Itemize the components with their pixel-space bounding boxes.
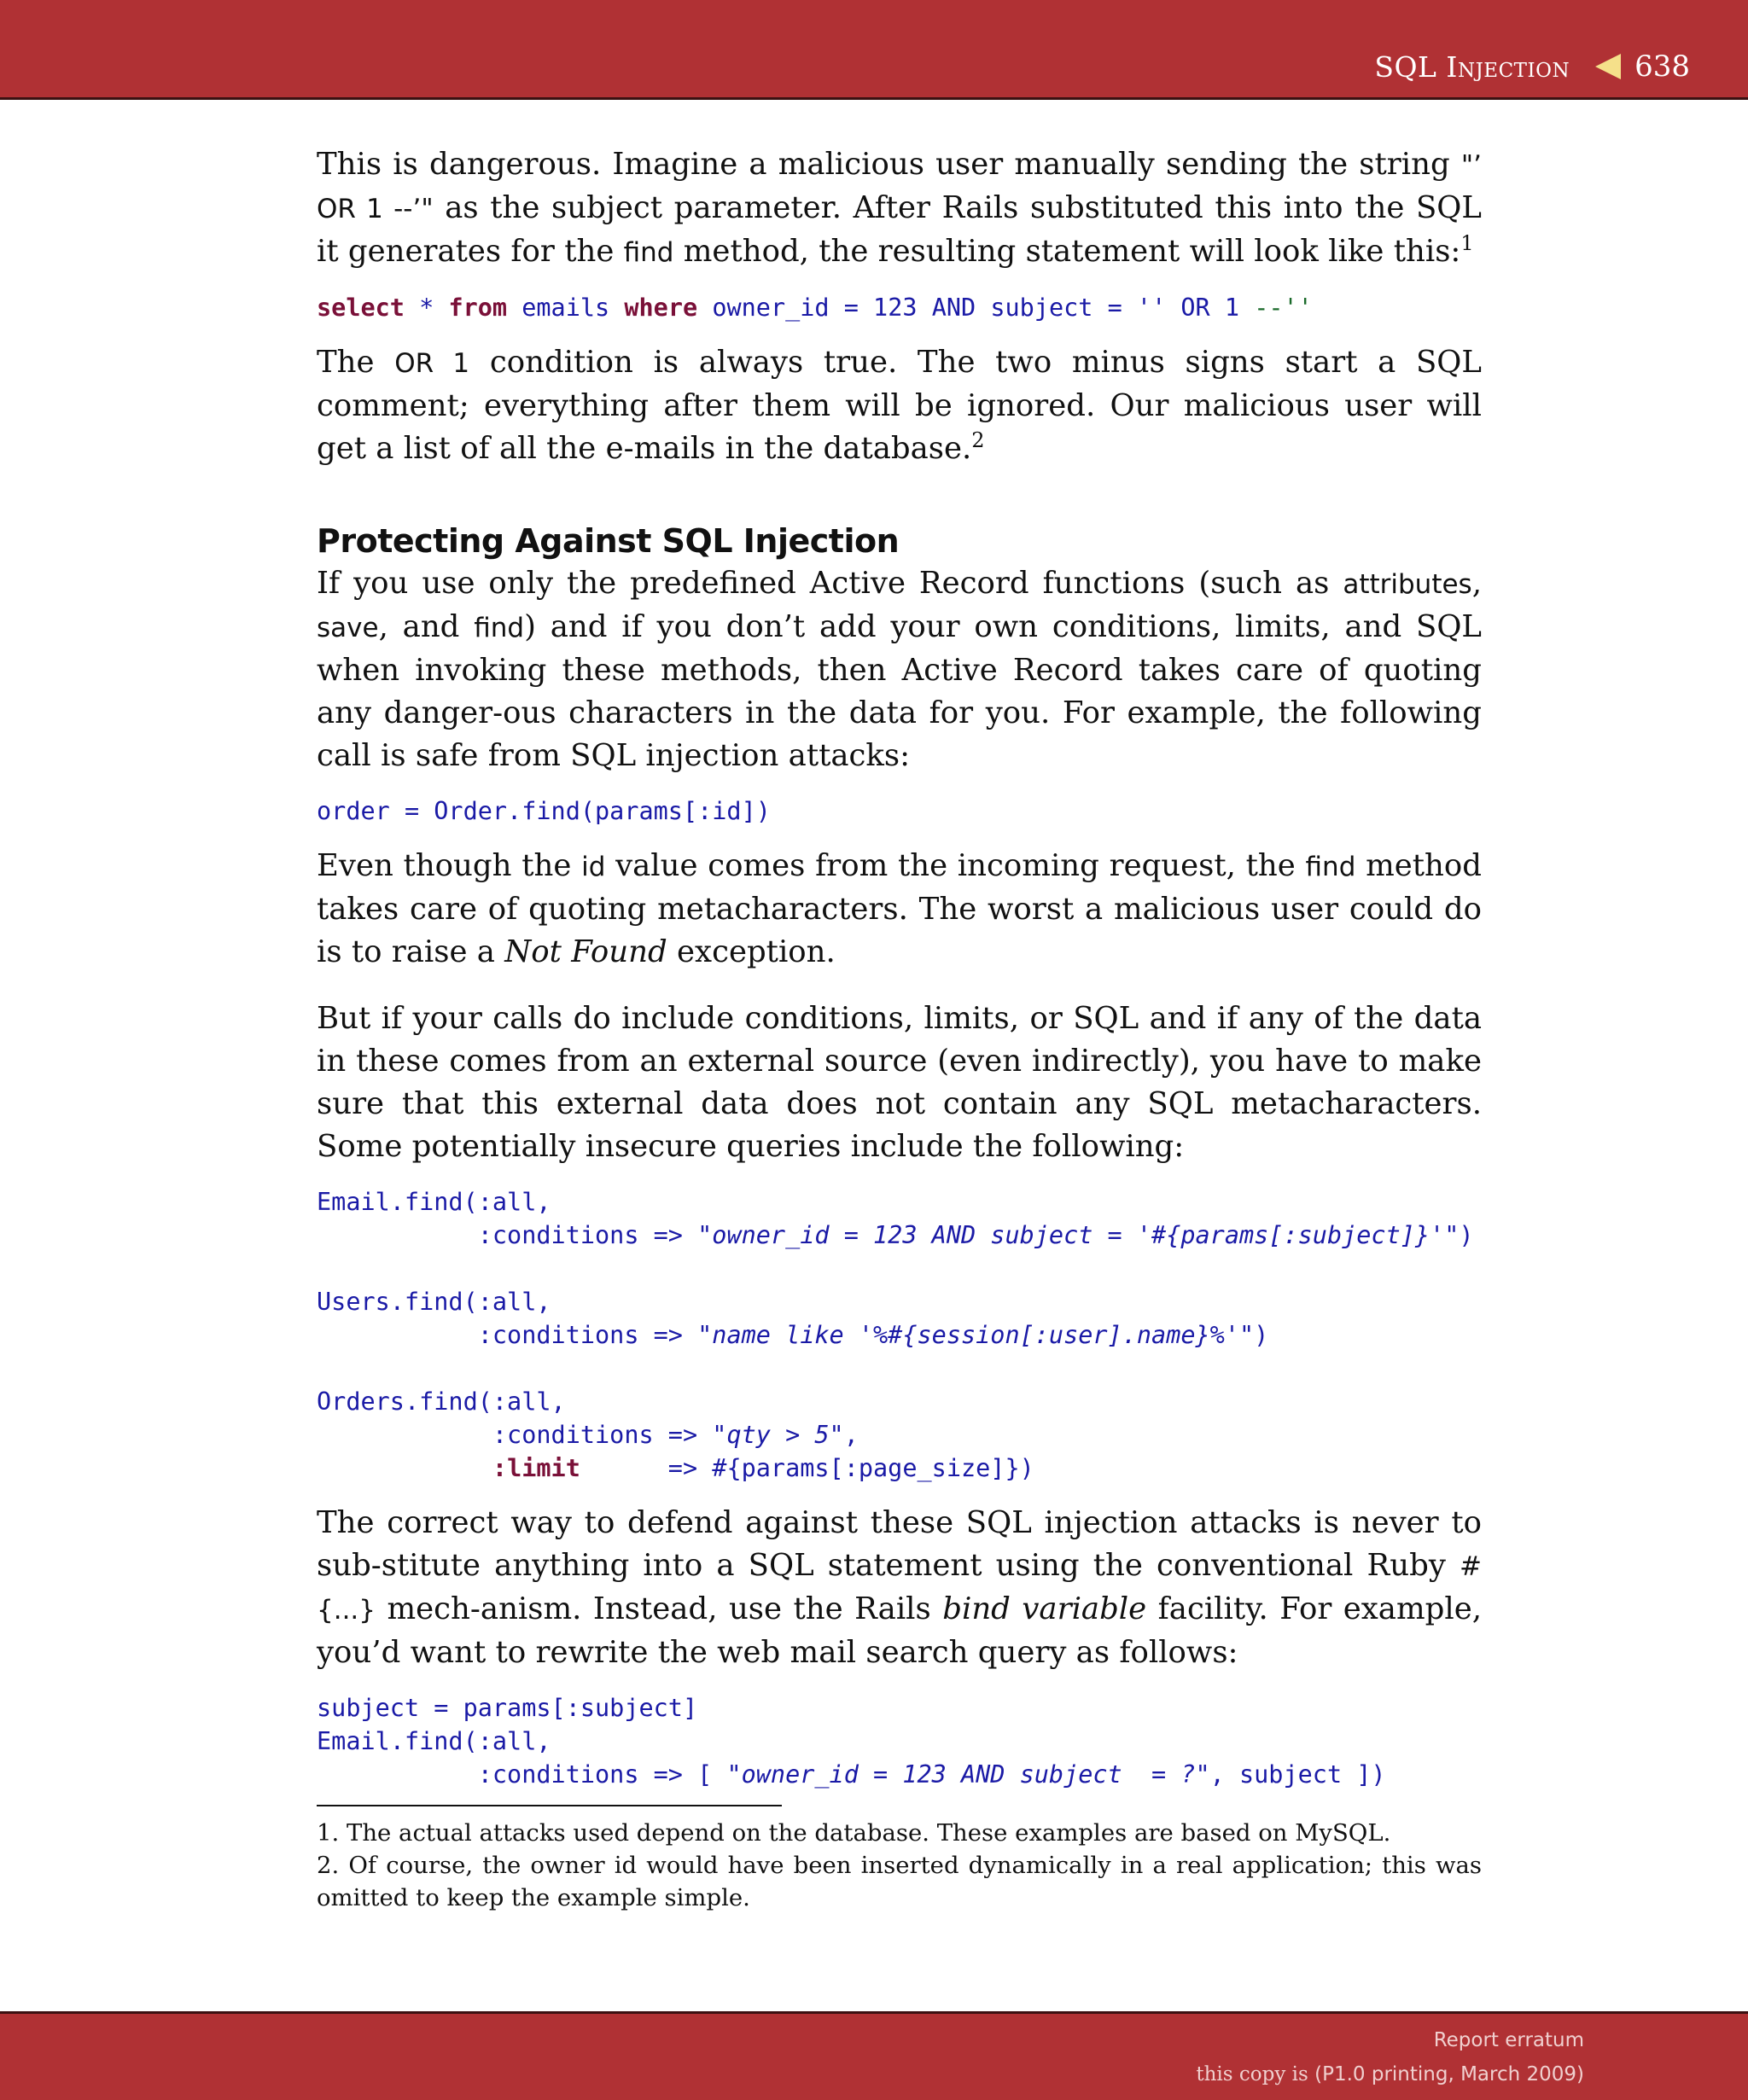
emphasis: bind variable	[942, 1591, 1147, 1626]
back-arrow-icon[interactable]	[1595, 54, 1621, 79]
text: Even though the	[317, 848, 582, 883]
section-title: SQL Injection	[1374, 49, 1570, 84]
code-string: "owner_id = 123 AND subject = ?"	[726, 1760, 1210, 1789]
code-text: :conditions =>	[317, 1221, 698, 1249]
inline-code: OR 1	[394, 348, 470, 379]
code-keyword: from	[448, 294, 508, 322]
paragraph	[317, 341, 1482, 470]
page-header	[0, 0, 1748, 100]
code-string: "name like '%#{session[:user].name}%'"	[697, 1321, 1255, 1349]
text: method takes care of quoting metacharacters. The worst a malicious user could do is to raise a	[317, 848, 1482, 969]
inline-code: attributes	[1343, 569, 1472, 600]
paragraph: But if your calls do include conditions, limits, or SQL and if any of the data in these comes from an external source (even indirectly), you have to make sure that this external data does not contain any SQL metacharacters. Some potentially insecure queries include the following:	[317, 1001, 1482, 1164]
inline-code: "’ OR 1 --’"	[317, 150, 1482, 224]
paragraph	[317, 143, 1482, 274]
text: The	[317, 345, 395, 380]
code-block: order = Order.find(params[:id])	[317, 797, 771, 825]
code-line: Email.find(:all,	[317, 1727, 551, 1755]
report-erratum-link[interactable]: Report erratum	[1433, 2029, 1584, 2051]
code-text: )	[1459, 1221, 1474, 1249]
code-line: Users.find(:all,	[317, 1288, 551, 1316]
copy-text: this copy is	[1196, 2063, 1315, 2085]
text: The correct way to defend against these SQL injection attacks is never to sub-stitute anything into a SQL statement using the conventional Ruby	[317, 1505, 1482, 1583]
code-keyword: select	[317, 294, 405, 322]
code-line: Email.find(:all,	[317, 1188, 551, 1216]
code-text: :conditions =>	[317, 1421, 713, 1449]
code-keyword: :limit	[492, 1454, 580, 1482]
text: ,	[1471, 566, 1482, 601]
text: exception.	[667, 934, 836, 969]
code-text: :conditions =>	[317, 1321, 698, 1349]
emphasis: Not Found	[504, 934, 667, 969]
inline-code: #{...}	[317, 1551, 1482, 1626]
text: method, the resulting statement will look like this:	[673, 234, 1461, 269]
text: as the subject parameter. After Rails substituted this into the SQL it generates for the	[317, 190, 1482, 269]
text: value comes from the incoming request, the	[605, 848, 1306, 883]
page-content	[317, 143, 1482, 1914]
text: This is dangerous. Imagine a malicious user manually sending the string	[317, 147, 1461, 182]
footnote-2: 2. Of course, the owner id would have been inserted dynamically in a real application; this was omitted to keep the example simple.	[317, 1852, 1482, 1911]
text: mech-anism. Instead, use the Rails	[376, 1591, 943, 1626]
code-text: :conditions => [	[317, 1760, 727, 1789]
inline-code: save	[317, 613, 379, 643]
text: If you use only the predefined Active Record functions (such as	[317, 566, 1343, 601]
code-string: "owner_id = 123 AND subject = '#{params[:subject]}'"	[697, 1221, 1460, 1249]
text: ) and if you don’t add your own conditions, limits, and SQL when invoking these methods, then Active Record takes care of quoting any danger-ous characters in the data for you. For example, the following call is safe from SQL injection attacks:	[317, 609, 1483, 773]
paragraph	[317, 562, 1482, 777]
code-text: )	[1254, 1321, 1269, 1349]
footnote-1: 1. The actual attacks used depend on the database. These examples are based on MySQL.	[317, 1819, 1391, 1847]
section-heading: Protecting Against SQL Injection	[317, 522, 900, 560]
code-text	[317, 1454, 492, 1482]
footnote-ref[interactable]: 2	[971, 428, 985, 453]
paragraph	[317, 845, 1482, 974]
inline-code: id	[581, 852, 606, 882]
code-string: "qty > 5"	[712, 1421, 844, 1449]
copy-info	[1196, 2063, 1584, 2085]
text: , and	[378, 609, 475, 644]
text: condition is always true. The two minus signs start a SQL comment; everything after them will be ignored. Our malicious user will get a list of all the e-mails in the database.	[317, 345, 1482, 466]
code-text: owner_id = 123 AND subject = '' OR 1	[697, 294, 1255, 322]
inline-code: find	[1305, 852, 1356, 882]
code-line: Orders.find(:all,	[317, 1387, 566, 1416]
inline-code: find	[474, 613, 525, 643]
code-block	[317, 291, 1482, 324]
code-block	[317, 1185, 1482, 1485]
footnote-ref[interactable]: 1	[1460, 231, 1474, 256]
footnote-rule	[317, 1805, 782, 1806]
paragraph	[317, 1502, 1482, 1674]
printing-info: (P1.0 printing, March 2009)	[1314, 2063, 1584, 2085]
running-head	[1374, 49, 1690, 84]
code-line: subject = params[:subject]	[317, 1694, 698, 1722]
code-comment: --''	[1254, 294, 1313, 322]
code-block	[317, 1691, 1482, 1791]
inline-code: find	[623, 237, 674, 268]
code-text: => #{params[:page_size]})	[580, 1454, 1034, 1482]
code-text: , subject ])	[1209, 1760, 1386, 1789]
page-number: 638	[1634, 49, 1690, 84]
page-footer	[0, 2011, 1748, 2100]
code-text: ,	[843, 1421, 859, 1449]
code-text: emails	[507, 294, 625, 322]
text: facility. For example, you’d want to rewrite the web mail search query as follows:	[317, 1591, 1482, 1670]
code-keyword: where	[624, 294, 698, 322]
code-text: *	[404, 294, 449, 322]
